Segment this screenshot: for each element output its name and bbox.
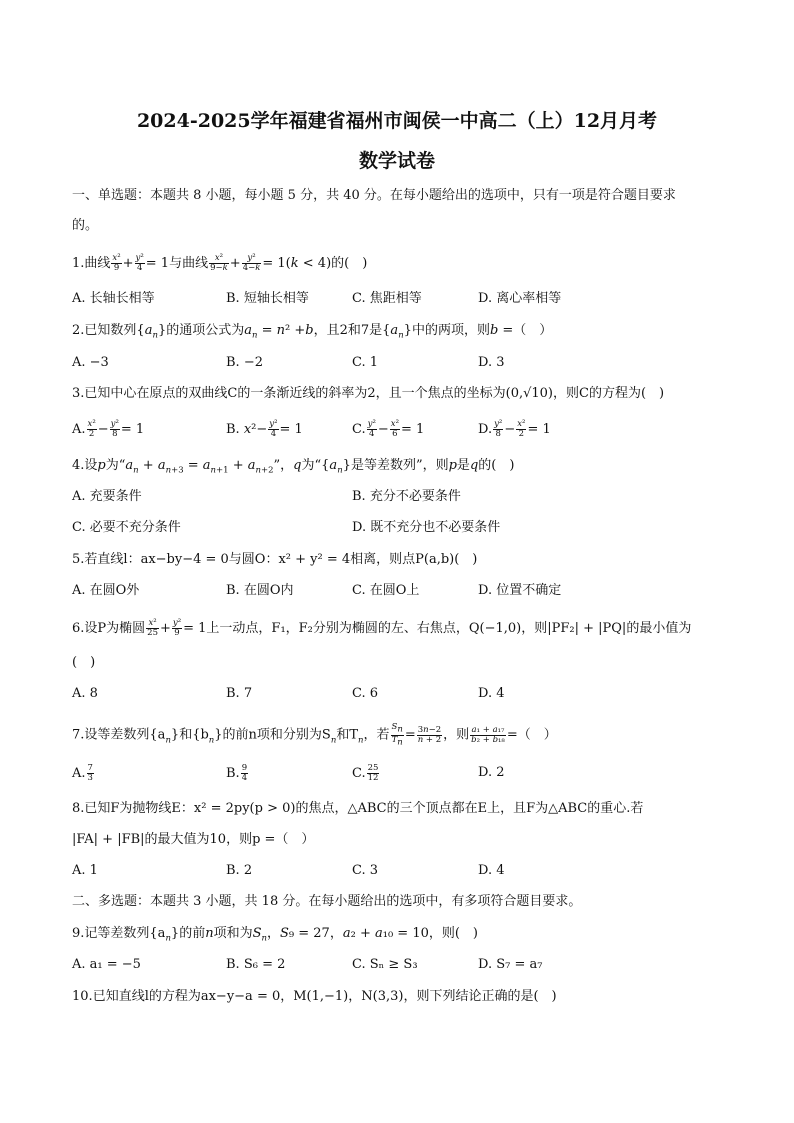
q6-option-a: A. 8 <box>72 686 98 701</box>
q1-option-b: B. 短轴长相等 <box>226 291 309 306</box>
q9-option-d: D. S₇ = a₇ <box>478 957 543 972</box>
question-5: 5.若直线l：ax−by−4 = 0与圆O：x² + y² = 4相离，则点P(a,b)( ) <box>72 552 478 567</box>
exam-subtitle: 数学试卷 <box>358 150 435 172</box>
section2-instructions: 二、多选题：本题共 3 小题，共 18 分。在每小题给出的选项中，有多项符合题目要求。 <box>72 894 582 909</box>
section1-instructions: 一、单选题：本题共 8 小题，每小题 5 分，共 40 分。在每小题给出的选项中，只有一项是符合题目要求 <box>72 188 676 203</box>
q5-option-d: D. 位置不确定 <box>478 583 562 598</box>
q5-option-a: A. 在圆O外 <box>72 583 140 598</box>
q2-option-a: A. −3 <box>72 355 109 370</box>
q8-option-a: A. 1 <box>72 863 98 878</box>
q7-option-d: D. 2 <box>478 765 505 780</box>
q7-option-b: B. $\frac{9}{4}$ <box>226 763 248 783</box>
question-8: 8.已知F为抛物线E：x² = 2py(p > 0)的焦点，△ABC的三个顶点都在E上，且F为△ABC的重心.若 <box>72 801 644 816</box>
q3-option-d: D. $\frac{\text{y²}}{8}$ − $\frac{\text{x²}}{2}$ = 1 <box>478 419 551 439</box>
question-8-cont: |FA| + |FB|的最大值为10，则p =（ ） <box>72 832 315 847</box>
q3-option-c: C. $\frac{\text{y²}}{4}$ − $\frac{\text{x²}}{6}$ = 1 <box>352 419 425 439</box>
question-7: 7.设等差数列$\{a_n\}$和$\{b_n\}$的前n项和分别为$S_n$和$T_n$，若 $\frac{S_n}{T_n}$ = $\frac{3n-2}{n + 2}$ ，则 $\frac{\text{a₁ + a₁₇}}{\text{b₂ + b₁₈}}$ =（ ） <box>72 722 557 748</box>
q9-option-b: B. S₆ = 2 <box>226 957 286 972</box>
q6-option-c: C. 6 <box>352 686 379 701</box>
q3-option-b: B. x²− $\frac{\text{y²}}{4}$ = 1 <box>226 419 303 439</box>
q6-option-d: D. 4 <box>478 686 505 701</box>
q4-option-d: D. 既不充分也不必要条件 <box>352 520 501 535</box>
question-10: 10.已知直线l的方程为ax−y−a = 0，M(1,−1)，N(3,3)，则下列结论正确的是( ) <box>72 989 557 1004</box>
q8-option-b: B. 2 <box>226 863 253 878</box>
q2-option-b: B. −2 <box>226 355 263 370</box>
q7-option-c: C. $\frac{25}{12}$ <box>352 763 379 783</box>
q4-option-b: B. 充分不必要条件 <box>352 489 461 504</box>
q8-option-d: D. 4 <box>478 863 505 878</box>
q1-option-c: C. 焦距相等 <box>352 291 422 306</box>
q2-option-c: C. 1 <box>352 355 379 370</box>
q5-option-b: B. 在圆O内 <box>226 583 294 598</box>
question-6-cont: ( ) <box>72 655 96 670</box>
q3-option-a: A. $\frac{\text{x²}}{2}$ − $\frac{\text{y²}}{8}$ = 1 <box>72 419 145 439</box>
q5-option-c: C. 在圆O上 <box>352 583 420 598</box>
q4-option-c: C. 必要不充分条件 <box>72 520 181 535</box>
question-6: 6.设P为椭圆 $\frac{\text{x²}}{25}$ + $\frac{\text{y²}}{9}$ = 1上一动点，F₁，F₂分别为椭圆的左、右焦点，Q(−1,0)，则|PF₂| + |PQ|的最小值为 <box>72 618 692 638</box>
q9-option-c: C. Sₙ ≥ S₃ <box>352 957 418 972</box>
section1-instructions-cont: 的。 <box>72 218 99 233</box>
exam-title: 2024-2025学年福建省福州市闽侯一中高二（上）12月月考 <box>136 110 658 132</box>
question-9: 9.记等差数列$\{a_n\}$的前n项和为$S_n$，S₉ = 27，a₂ + a₁₀ = 10，则( ) <box>72 926 479 944</box>
q1-option-a: A. 长轴长相等 <box>72 291 155 306</box>
q6-option-b: B. 7 <box>226 686 253 701</box>
question-2: 2.已知数列$\{a_n\}$的通项公式为$a_n = n^2 +b$，且2和7是$\{a_n\}$中的两项，则b =（ ） <box>72 323 553 341</box>
question-3: 3.已知中心在原点的双曲线C的一条渐近线的斜率为2，且一个焦点的坐标为(0,√10)，则C的方程为( ) <box>72 386 665 401</box>
q4-option-a: A. 充要条件 <box>72 489 142 504</box>
q2-option-d: D. 3 <box>478 355 505 370</box>
q8-option-c: C. 3 <box>352 863 379 878</box>
q1-option-d: D. 离心率相等 <box>478 291 562 306</box>
question-1: 1.曲线 $\frac{\text{x²}}{9}$ + $\frac{\text{y²}}{4}$ = 1与曲线 $\frac{\text{x²}}{9-k}$ + $\frac{\text{y²}}{4-k}$ = 1(k < 4)的( ) <box>72 253 368 273</box>
q7-option-a: A. $\frac{7}{3}$ <box>72 763 93 783</box>
q9-option-a: A. a₁ = −5 <box>72 957 141 972</box>
question-4: 4.设p为“$a_n + a_{n+3} = a_{n+1} + a_{n+2}$”，q为“$\{a_n\}$是等差数列”，则p是q的( ) <box>72 458 515 476</box>
